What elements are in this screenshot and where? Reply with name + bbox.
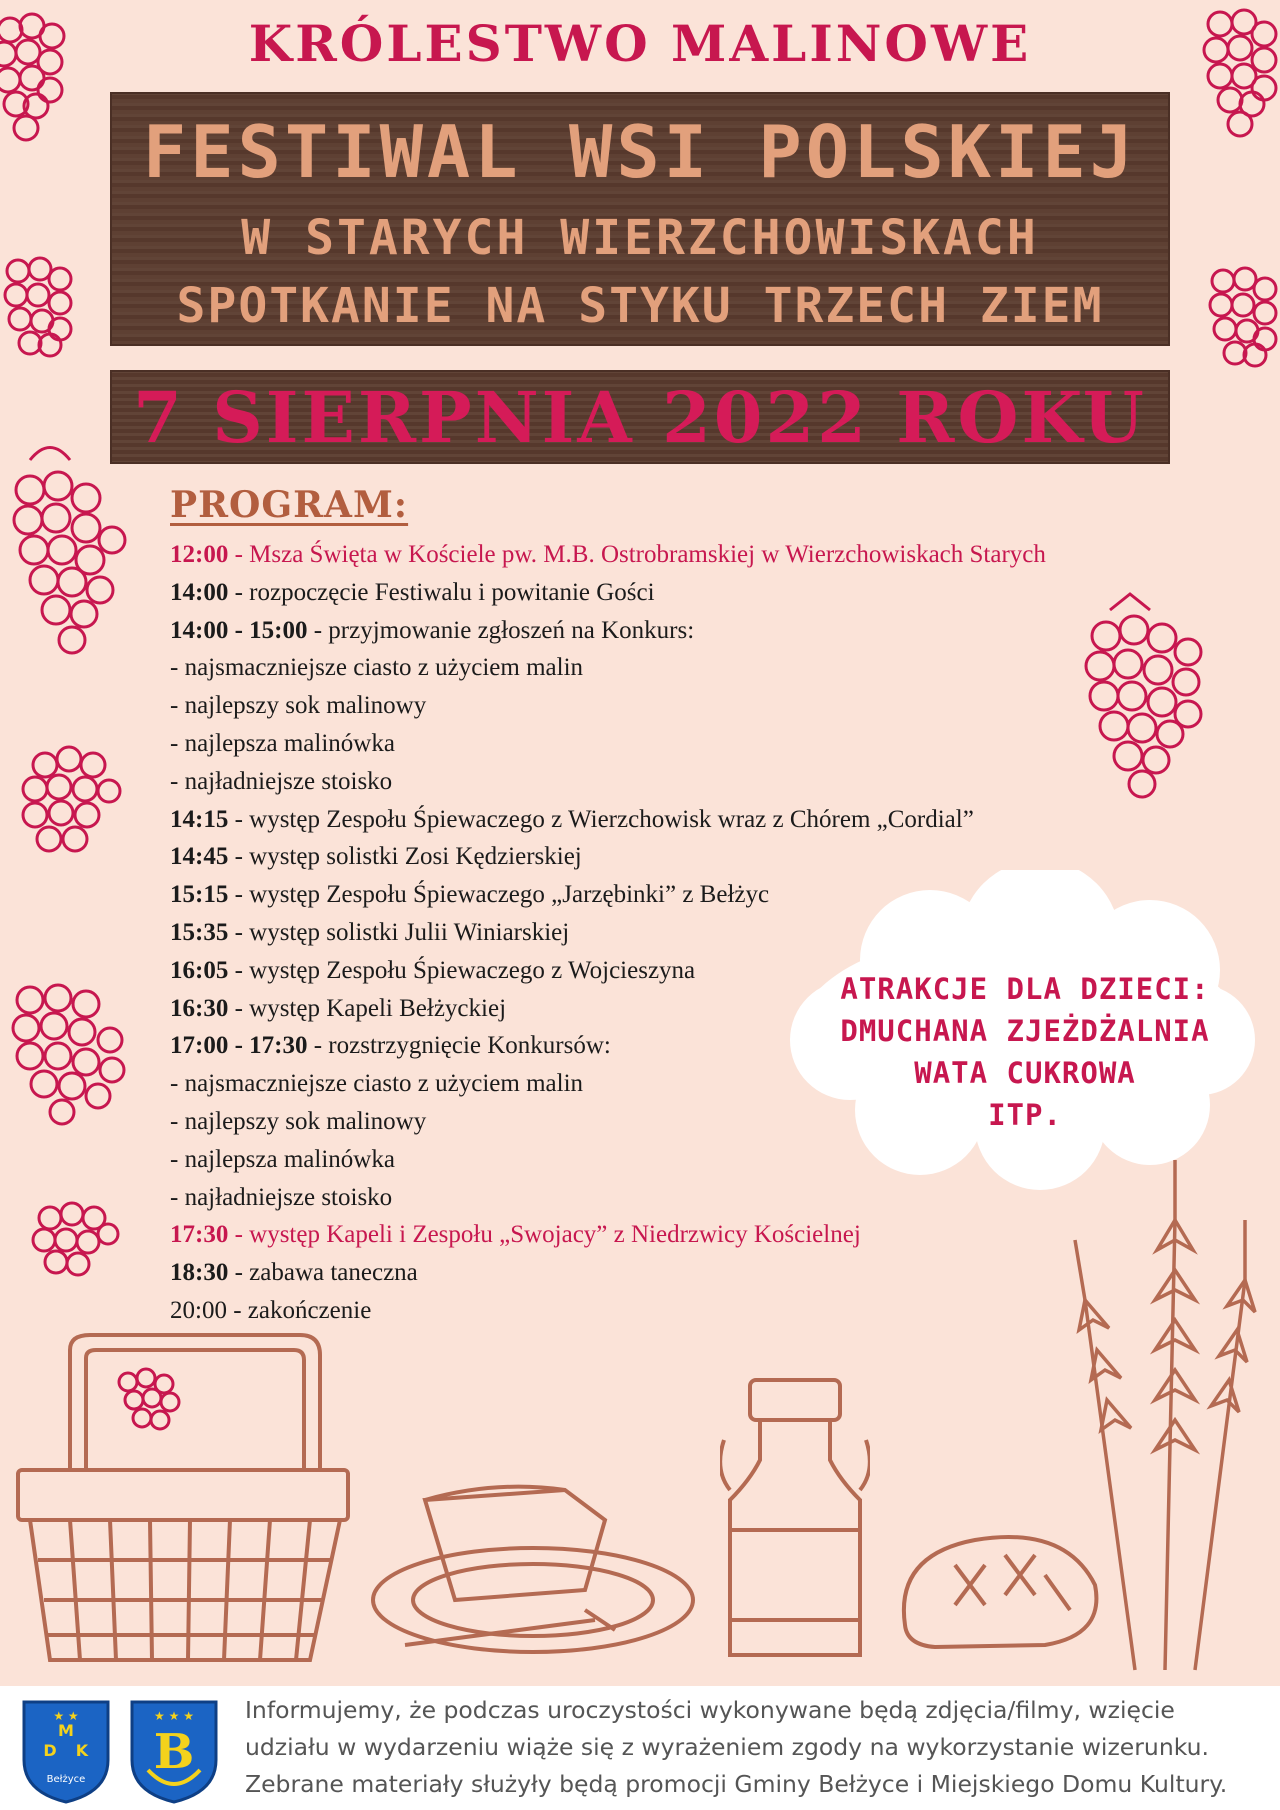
svg-text:★ ★ ★: ★ ★ ★ xyxy=(154,1709,194,1723)
kids-attractions-line: ITP. xyxy=(988,1098,1062,1132)
kids-attractions-line: ATRAKCJE DLA DZIECI: xyxy=(840,972,1210,1006)
program-item: 14:15 - występ Zespołu Śpiewaczego z Wierzchowisk wraz z Chórem „Cordial” xyxy=(170,805,974,833)
wooden-title-board xyxy=(110,92,1170,346)
program-item: 15:15 - występ Zespołu Śpiewaczego „Jarzębinki” z Bełżyc xyxy=(170,881,770,909)
kids-attractions-text xyxy=(800,968,1250,1136)
program-item: - najładniejsze stoisko xyxy=(170,767,393,795)
basket-illustration xyxy=(10,1330,350,1670)
wooden-date-board xyxy=(110,370,1170,464)
program-item: 14:00 - 15:00 - przyjmowanie zgłoszeń na Konkurs: xyxy=(170,616,695,644)
raspberry-illustration-left-3 xyxy=(0,440,140,690)
raspberry-illustration-left-6 xyxy=(20,1190,130,1290)
raspberry-illustration-right-3 xyxy=(1070,590,1220,820)
festival-date: 7 SIERPNIA 2022 ROKU xyxy=(133,376,1147,459)
program-item: 12:00 - Msza Święta w Kościele pw. M.B. Ostrobramskiej w Wierzchowiskach Starych xyxy=(170,541,1046,568)
kids-attractions-line: DMUCHANA ZJEŻDŻALNIA xyxy=(840,1014,1210,1048)
program-item: 14:00 - rozpoczęcie Festiwalu i powitanie Gości xyxy=(170,578,655,606)
raspberry-illustration-left-2 xyxy=(0,245,90,395)
svg-text:★ ★: ★ ★ xyxy=(53,1709,79,1723)
program-item: - najlepszy sok malinowy xyxy=(170,692,427,720)
program-item: 17:30 - występ Kapeli i Zespołu „Swojacy” z Niedrzwicy Kościelnej xyxy=(170,1221,861,1249)
raspberry-illustration-left-5 xyxy=(0,970,150,1140)
program-item: 16:30 - występ Kapeli Bełżyckiej xyxy=(170,994,507,1022)
mdk-logo-letter: D xyxy=(43,1741,57,1760)
program-item: - najlepsza malinówka xyxy=(170,729,395,757)
program-item: 15:35 - występ solistki Julii Winiarskiej xyxy=(170,918,570,946)
program-item: 16:05 - występ Zespołu Śpiewaczego z Wojcieszyna xyxy=(170,956,696,984)
program-item: - najładniejsze stoisko xyxy=(170,1183,393,1211)
program-item: 20:00 - zakończenie xyxy=(170,1296,372,1324)
mdk-logo-letter: K xyxy=(75,1741,89,1760)
program-item: - najsmaczniejsze ciasto z użyciem malin xyxy=(170,1070,584,1098)
festival-subtitle: SPOTKANIE NA STYKU TRZECH ZIEM xyxy=(176,278,1104,334)
mdk-logo-letter: M xyxy=(58,1721,74,1740)
program-item: 17:00 - 17:30 - rozstrzygnięcie Konkursów: xyxy=(170,1032,611,1060)
coat-of-arms-letter: B xyxy=(153,1724,195,1780)
belzyce-coat-of-arms xyxy=(128,1698,220,1804)
milk-can-illustration xyxy=(720,1370,870,1670)
pie-plate-illustration xyxy=(365,1480,700,1660)
footer-notice-line: udziału w wydarzeniu wiąże się z wyrażeniem zgody na wykorzystanie wizerunku. xyxy=(245,1733,1209,1761)
raspberry-illustration-right-2 xyxy=(1195,255,1280,405)
program-heading: PROGRAM: xyxy=(170,484,409,526)
program-item: 18:30 - zabawa taneczna xyxy=(170,1259,418,1287)
kingdom-title: KRÓLESTWO MALINOWE xyxy=(248,14,1032,73)
raspberry-illustration-left-4 xyxy=(5,735,135,875)
program-item: 14:45 - występ solistki Zosi Kędzierskiej xyxy=(170,843,582,871)
festival-title: FESTIWAL WSI POLSKIEJ xyxy=(142,110,1138,194)
footer-notice-line: Informujemy, że podczas uroczystości wykonywane będą zdjęcia/filmy, wzięcie xyxy=(245,1696,1175,1724)
mdk-logo-caption: Bełżyce xyxy=(46,1774,86,1785)
footer-notice xyxy=(245,1692,1265,1803)
program-item: - najsmaczniejsze ciasto z użyciem malin xyxy=(170,654,584,682)
footer-notice-line: Zebrane materiały służyły będą promocji Gminy Bełżyce i Miejskiego Domu Kultury. xyxy=(245,1770,1228,1798)
program-item: - najlepszy sok malinowy xyxy=(170,1107,427,1135)
wheat-illustration xyxy=(1045,1160,1280,1680)
kids-attractions-line: WATA CUKROWA xyxy=(914,1056,1136,1090)
mdk-logo xyxy=(20,1698,112,1804)
festival-location: W STARYCH WIERZCHOWISKACH xyxy=(241,210,1039,266)
program-item: - najlepsza malinówka xyxy=(170,1145,395,1173)
